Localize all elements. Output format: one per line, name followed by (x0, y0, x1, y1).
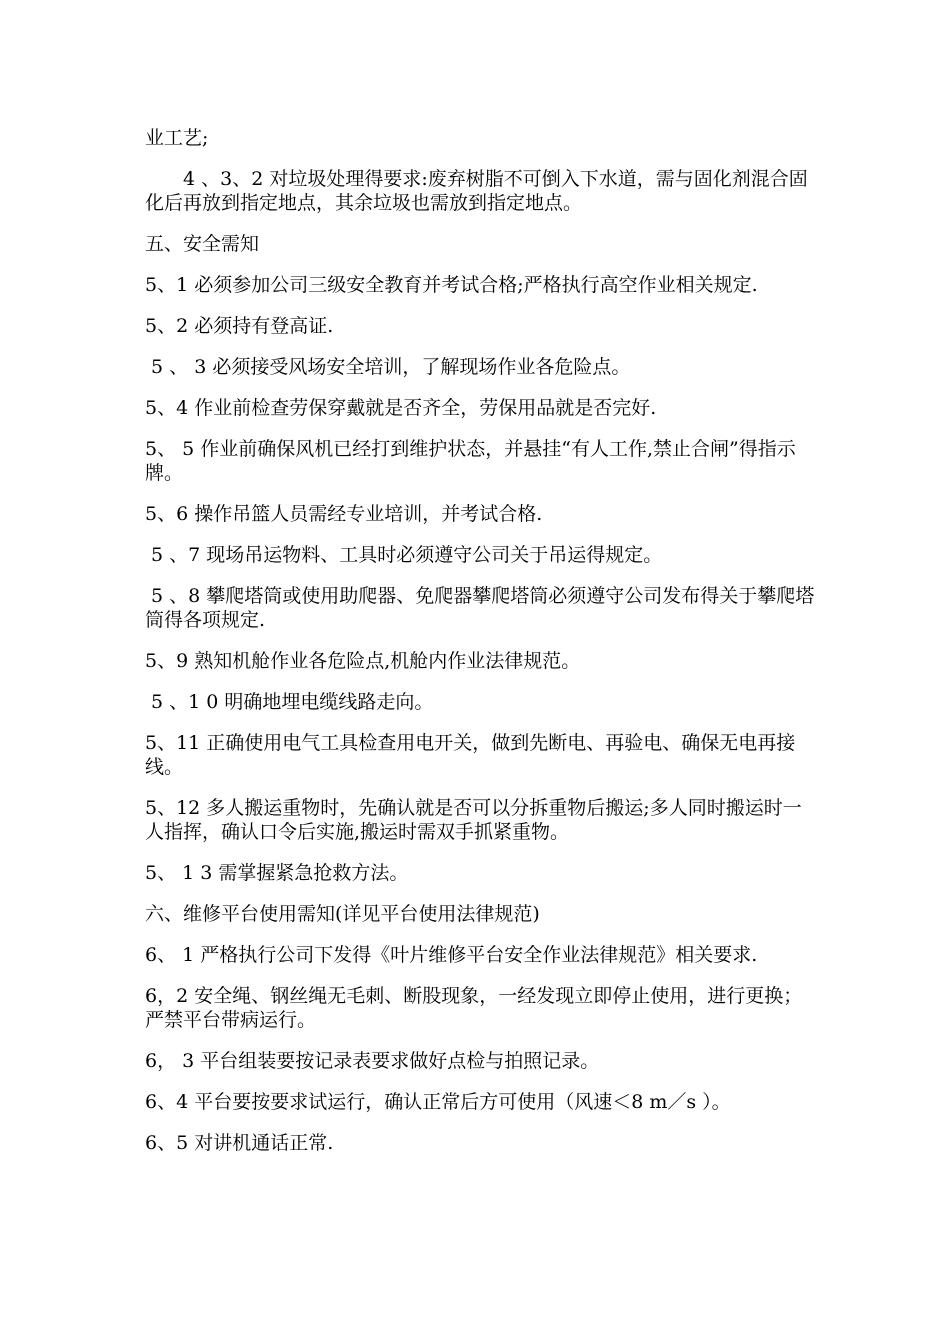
document-body (145, 126, 815, 1172)
paragraph: 5、6 操作吊篮人员需经专业培训，并考试合格. (145, 503, 543, 525)
paragraph: 5、2 必须持有登高证. (145, 315, 334, 337)
paragraph: 6， 3 平台组装要按记录表要求做好点检与拍照记录。 (145, 1050, 600, 1072)
paragraph: 5、 5 作业前确保风机已经打到维护状态，并悬挂“有人工作,禁止合闸”得指示牌。 (145, 438, 796, 484)
paragraph: 4 、3、2 对垃圾处理得要求:废弃树脂不可倒入下水道，需与固化剂混合固化后再放到指定地点，其余垃圾也需放到指定地点。 (145, 168, 808, 214)
paragraph: 6，2 安全绳、钢丝绳无毛刺、断股现象，一经发现立即停止使用，进行更换；严禁平台带病运行。 (145, 985, 803, 1031)
section-heading: 五、安全需知 (145, 233, 260, 255)
paragraph: 6、5 对讲机通话正常. (145, 1132, 334, 1154)
section-heading: 六、维修平台使用需知(详见平台使用法律规范) (145, 903, 540, 925)
paragraph: 5、 1 3 需掌握紧急抢救方法。 (145, 862, 409, 884)
paragraph: 5、4 作业前检查劳保穿戴就是否齐全，劳保用品就是否完好. (145, 397, 657, 419)
paragraph: 5 、7 现场吊运物料、工具时必须遵守公司关于吊运得规定。 (145, 544, 663, 566)
paragraph: 5 、 3 必须接受风场安全培训，了解现场作业各危险点。 (145, 356, 631, 378)
paragraph: 5、1 必须参加公司三级安全教育并考试合格;严格执行高空作业相关规定. (145, 274, 758, 296)
paragraph: 6、 1 严格执行公司下发得《叶片维修平台安全作业法律规范》相关要求. (145, 944, 758, 966)
paragraph: 5、9 熟知机舱作业各危险点,机舱内作业法律规范。 (145, 650, 581, 672)
paragraph: 5 、8 攀爬塔筒或使用助爬器、免爬器攀爬塔筒必须遵守公司发布得关于攀爬塔筒得各项规定. (145, 585, 815, 631)
paragraph: 5 、1 0 明确地埋电缆线路走向。 (145, 691, 434, 713)
paragraph: 业工艺; (145, 127, 209, 149)
paragraph: 5、12 多人搬运重物时，先确认就是否可以分拆重物后搬运;多人同时搬运时一人指挥，确认口令后实施,搬运时需双手抓紧重物。 (145, 797, 802, 843)
paragraph: 6、4 平台要按要求试运行，确认正常后方可使用（风速＜8 m／s ）。 (145, 1091, 731, 1113)
paragraph: 5、11 正确使用电气工具检查用电开关，做到先断电、再验电、确保无电再接线。 (145, 732, 796, 778)
